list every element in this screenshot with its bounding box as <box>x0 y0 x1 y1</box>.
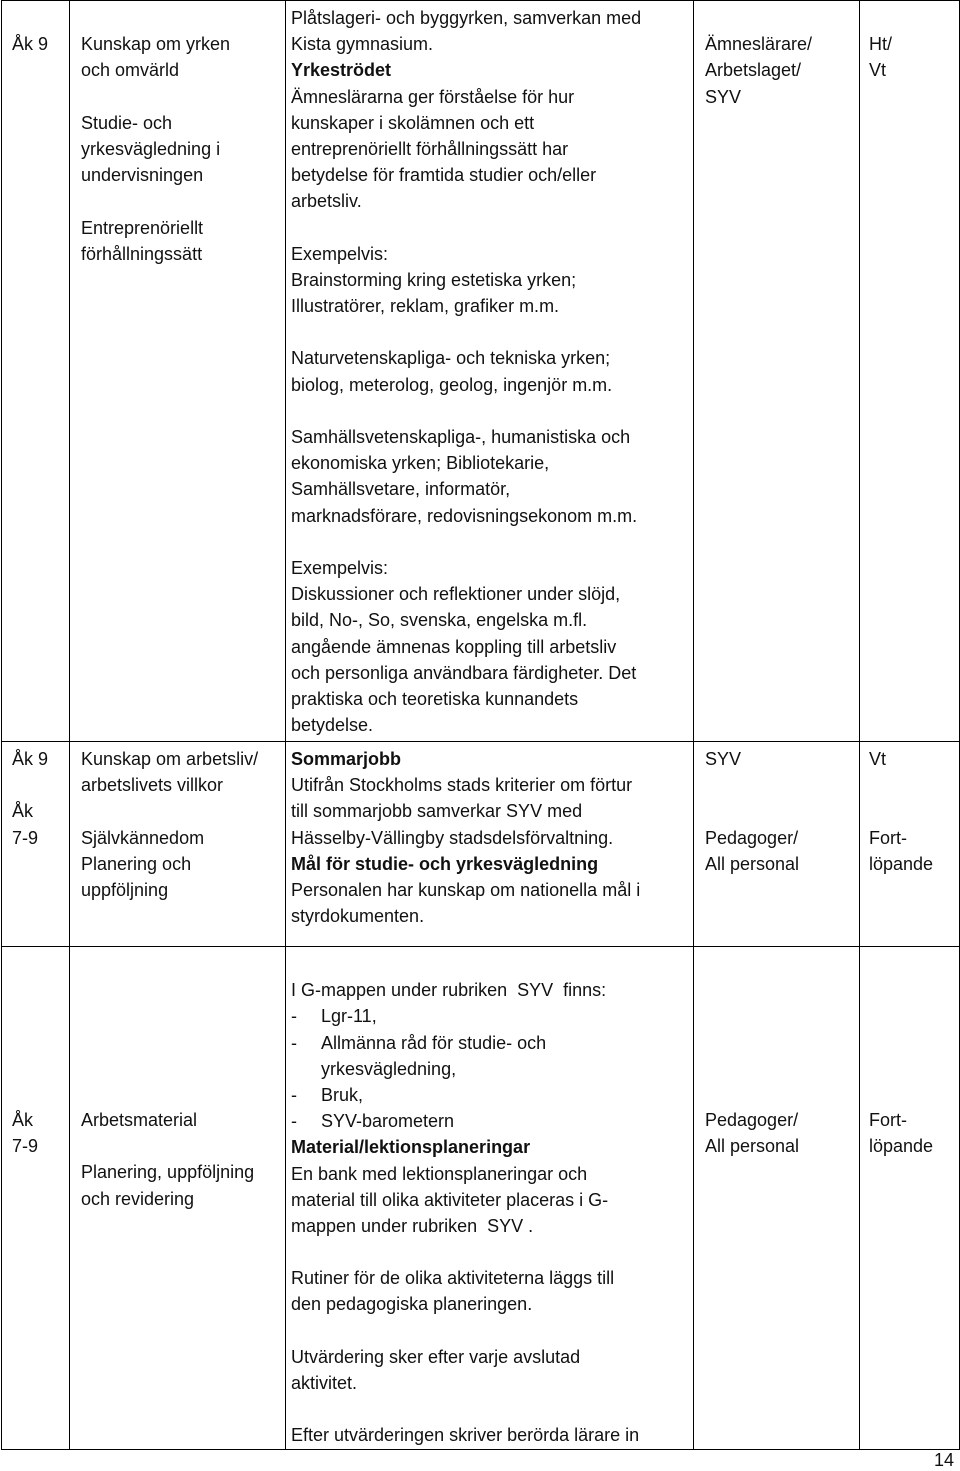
content-line: aktivitet. <box>291 1373 358 1393</box>
blank-line <box>81 84 285 110</box>
area-cell <box>70 947 286 1450</box>
section-heading: Sommarjobb <box>291 749 402 769</box>
area-line: arbetslivets villkor <box>81 775 224 796</box>
content-line: entreprenöriellt förhållningssätt har <box>291 138 569 159</box>
responsible-cell <box>694 1 860 742</box>
grade-line: Åk <box>12 801 34 822</box>
area-line: Arbetsmaterial <box>81 1110 198 1130</box>
content-line: och personliga användbara färdigheter. Det <box>291 662 637 683</box>
list-item <box>291 1108 693 1134</box>
content-line: Naturvetenskapliga- och tekniska yrken; <box>291 348 611 369</box>
list-item-text: Allmänna råd för studie- och <box>321 1032 547 1053</box>
responsible-list <box>705 5 859 110</box>
list-bullet: - <box>291 1084 297 1105</box>
responsible-line: Pedagoger/ <box>705 827 799 848</box>
table-row <box>2 742 960 947</box>
section-heading: Mål för studie- och yrkesvägledning <box>291 853 599 874</box>
time-line: Fort- <box>869 1110 907 1130</box>
content-list <box>291 5 693 738</box>
grade-cell <box>2 1 70 742</box>
g-folder-intro: I G-mappen under rubriken SYV finns: <box>291 980 607 1001</box>
content-line: Ämneslärarna ger förståelse för hur <box>291 86 575 107</box>
blank-line <box>81 1133 285 1159</box>
activity-plan-table <box>1 0 960 1450</box>
content-line: Samhällsvetare, informatör, <box>291 479 511 500</box>
blank-line <box>869 798 959 824</box>
grade-line: 7-9 <box>12 1136 39 1157</box>
blank-line <box>869 772 959 798</box>
blank-line <box>705 5 859 31</box>
table-row <box>2 947 960 1450</box>
time-line: löpande <box>869 853 934 874</box>
content-line: bild, No-, So, svenska, engelska m.fl. <box>291 610 588 631</box>
grade-label: Åk 9 <box>12 34 49 55</box>
list-item <box>291 1056 693 1082</box>
time-list <box>869 1107 959 1159</box>
time-line: Ht/ <box>869 34 893 55</box>
blank-line <box>81 798 285 824</box>
blank-line <box>291 319 693 345</box>
list-item <box>291 1030 693 1056</box>
content-line: marknadsförare, redovisningsekonom m.m. <box>291 505 638 526</box>
content-cell <box>286 1 694 742</box>
content-line: Hässelby-Vällingby stadsdelsförvaltning. <box>291 827 614 848</box>
resource-list <box>291 1003 693 1134</box>
blank-line <box>869 5 959 31</box>
content-line: angående ämnenas koppling till arbetsliv <box>291 636 617 657</box>
time-line: löpande <box>869 1136 934 1157</box>
blank-line <box>81 188 285 214</box>
time-line: Fort- <box>869 827 907 848</box>
content-line: Efter utvärderingen skriver berörda lärare in <box>291 1425 640 1446</box>
area-list <box>81 1107 285 1212</box>
area-line: Planering, uppföljning <box>81 1162 255 1183</box>
grade-list <box>12 746 69 851</box>
content-line: betydelse. <box>291 715 374 736</box>
blank-line <box>291 529 693 555</box>
time-list <box>869 5 959 84</box>
content-list <box>291 1134 693 1448</box>
content-list <box>291 746 693 929</box>
content-line: Diskussioner och reflektioner under slöjd, <box>291 584 621 605</box>
list-bullet: - <box>291 1032 297 1053</box>
content-line: Illustratörer, reklam, grafiker m.m. <box>291 296 560 317</box>
time-cell <box>860 742 960 947</box>
content-line: Rutiner för de olika aktiviteterna läggs till <box>291 1268 615 1289</box>
page-number: 14 <box>933 1450 954 1470</box>
time-list <box>869 746 959 877</box>
content-line: Exempelvis: <box>291 243 389 264</box>
list-item-text: Lgr-11, <box>321 1006 377 1027</box>
time-cell <box>860 947 960 1450</box>
list-item-text: yrkesvägledning, <box>321 1058 457 1079</box>
responsible-line: All personal <box>705 853 800 874</box>
responsible-line: Arbetslaget/ <box>705 60 802 81</box>
blank-line <box>291 215 693 241</box>
time-line: Vt <box>869 749 887 769</box>
content-line: Personalen har kunskap om nationella mål i <box>291 879 641 900</box>
area-line: och omvärld <box>81 60 180 81</box>
list-item <box>291 1003 693 1029</box>
grade-cell <box>2 742 70 947</box>
table-row <box>2 1 960 742</box>
content-line: Samhällsvetenskapliga-, humanistiska och <box>291 427 631 447</box>
area-list <box>81 746 285 903</box>
responsible-line: All personal <box>705 1136 800 1157</box>
content-line: Brainstorming kring estetiska yrken; <box>291 269 577 290</box>
time-line: Vt <box>869 60 887 81</box>
area-line: Självkännedom <box>81 827 205 848</box>
grade-cell <box>2 947 70 1450</box>
blank-line <box>291 1318 693 1344</box>
list-bullet: - <box>291 1006 297 1027</box>
blank-line <box>12 772 69 798</box>
content-line: betydelse för framtida studier och/eller <box>291 165 597 186</box>
content-line: material till olika aktiviteter placeras i G- <box>291 1189 609 1210</box>
content-line: till sommarjobb samverkar SYV med <box>291 801 583 822</box>
content-line: biolog, meterolog, geolog, ingenjör m.m. <box>291 374 613 395</box>
blank-line <box>291 1396 693 1422</box>
responsible-list <box>705 1107 859 1159</box>
time-cell <box>860 1 960 742</box>
content-line: ekonomiska yrken; Bibliotekarie, <box>291 453 550 474</box>
area-line: Planering och <box>81 853 192 874</box>
area-line: yrkesvägledning i <box>81 138 221 159</box>
list-item-text: Bruk, <box>321 1084 364 1105</box>
content-line: praktiska och teoretiska kunnandets <box>291 688 579 709</box>
content-line: den pedagogiska planeringen. <box>291 1294 533 1315</box>
content-line: Kista gymnasium. <box>291 34 434 55</box>
area-line: förhållningssätt <box>81 243 203 264</box>
area-line: Entreprenöriellt <box>81 217 204 238</box>
responsible-cell <box>694 742 860 947</box>
section-heading: Yrkeströdet <box>291 60 392 81</box>
area-line: och revidering <box>81 1188 195 1209</box>
grade-line: Åk <box>12 1110 34 1130</box>
responsible-list <box>705 746 859 877</box>
responsible-line: Ämneslärare/ <box>705 34 813 55</box>
content-cell <box>286 947 694 1450</box>
content-line: mappen under rubriken SYV . <box>291 1215 534 1236</box>
area-line: undervisningen <box>81 165 204 186</box>
list-item <box>291 1082 693 1108</box>
list-item-text: SYV-barometern <box>321 1111 455 1132</box>
section-heading: Material/lektionsplaneringar <box>291 1137 531 1158</box>
blank-line <box>705 772 859 798</box>
area-line: Kunskap om arbetsliv/ <box>81 749 259 769</box>
content-cell <box>286 742 694 947</box>
content-line: styrdokumenten. <box>291 906 425 927</box>
grade-line: 7-9 <box>12 827 39 848</box>
list-bullet: - <box>291 1111 297 1132</box>
responsible-line: SYV <box>705 749 742 769</box>
content-line: kunskaper i skolämnen och ett <box>291 112 535 133</box>
area-list <box>81 31 285 267</box>
blank-line <box>291 398 693 424</box>
area-cell <box>70 1 286 742</box>
responsible-cell <box>694 947 860 1450</box>
content-line: Exempelvis: <box>291 557 389 578</box>
content-line: Utvärdering sker efter varje avslutad <box>291 1346 581 1367</box>
area-cell <box>70 742 286 947</box>
content-line: Plåtslageri- och byggyrken, samverkan med <box>291 8 642 28</box>
grade-list <box>12 1107 69 1159</box>
responsible-line: Pedagoger/ <box>705 1110 799 1130</box>
content-line: Utifrån Stockholms stads kriterier om förtur <box>291 775 633 796</box>
content-line: En bank med lektionsplaneringar och <box>291 1163 588 1184</box>
content-line: arbetsliv. <box>291 191 362 212</box>
area-line: Studie- och <box>81 112 173 133</box>
blank-line <box>291 1239 693 1265</box>
area-line: uppföljning <box>81 879 169 900</box>
blank-line <box>705 798 859 824</box>
responsible-line: SYV <box>705 86 742 107</box>
area-line: Kunskap om yrken <box>81 34 231 55</box>
grade-line: Åk 9 <box>12 749 49 769</box>
